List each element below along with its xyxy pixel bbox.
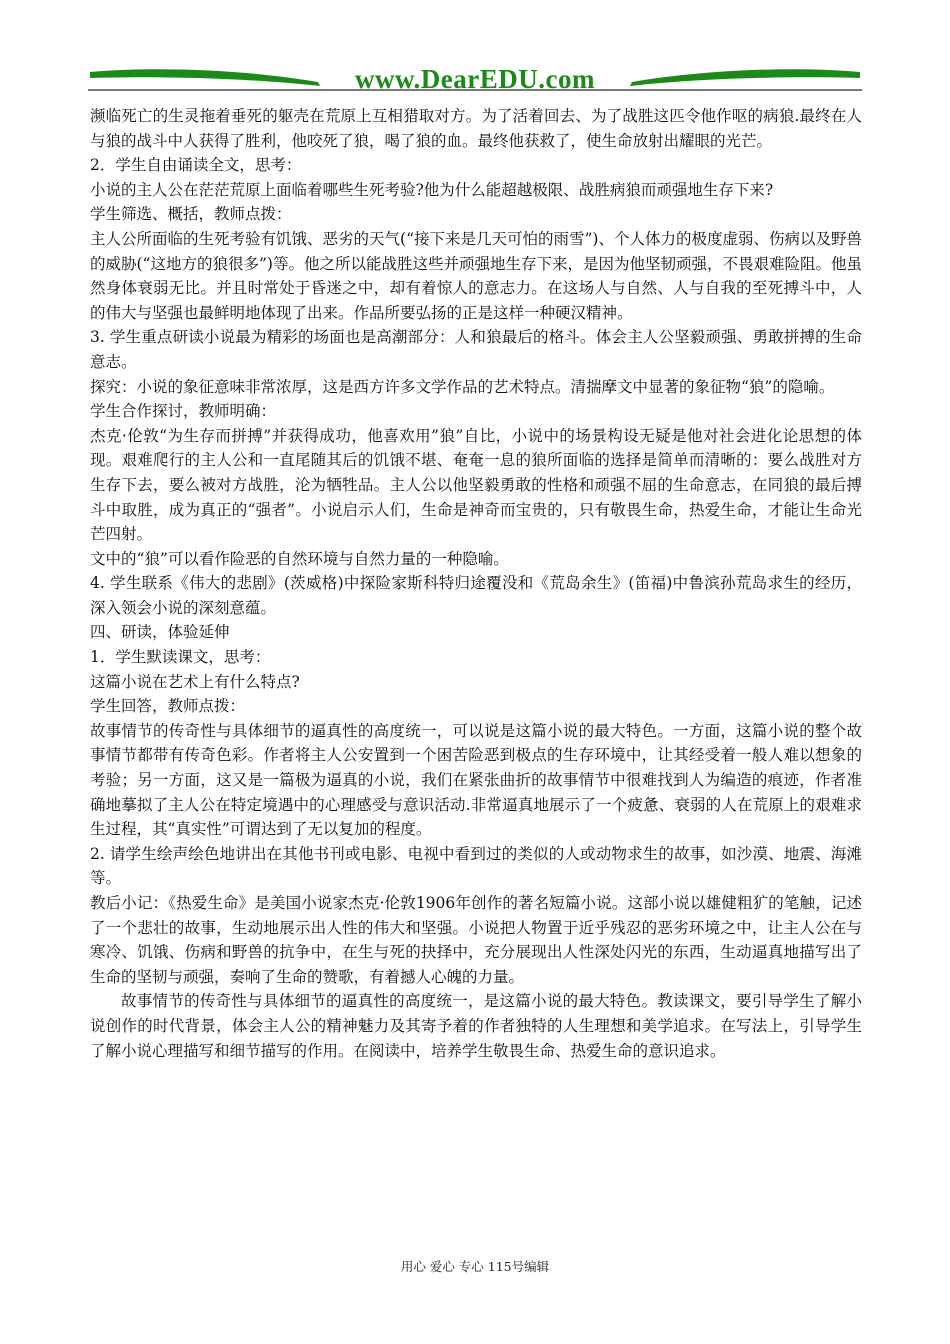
page-header: [88, 58, 862, 98]
paragraph: 这篇小说在艺术上有什么特点?: [90, 672, 300, 691]
paragraph: 3. 学生重点研读小说最为精彩的场面也是高潮部分：人和狼最后的格斗。体会主人公坚毅顽强、勇敢拼搏的生命意志。: [90, 328, 862, 371]
paragraph: 学生筛选、概括，教师点拨：: [90, 205, 292, 224]
paragraph: 杰克·伦敦“为生存而拼搏”并获得成功，他喜欢用”狼”自比，小说中的场景构设无疑是他对社会进化论思想的体现。艰难爬行的主人公和一直尾随其后的饥饿不堪、奄奄一息的狼所面临的选择是简单而清晰的：要么战胜对方生存下去，要么被对方战胜，沦为牺牲品。主人公以他坚毅勇敢的性格和顽强不屈的生命意志，在同狼的最后搏斗中取胜，成为真正的“强者”。小说启示人们，生命是神奇而宝贵的，只有敬畏生命，热爱生命，才能让生命光芒四射。: [90, 426, 862, 544]
paragraph: 学生回答，教师点拨：: [90, 697, 246, 716]
paragraph: 濒临死亡的生灵拖着垂死的躯壳在荒原上互相猎取对方。为了活着回去、为了战胜这匹令他作呕的病狼.最终在人与狼的战斗中人获得了胜利，他咬死了狼，喝了狼的血。最终他获救了，使生命放射出耀眼的光芒。: [90, 107, 862, 150]
site-logo: www.DearEDU.com: [355, 64, 595, 94]
paragraph: 2. 请学生绘声绘色地讲出在其他书刊或电影、电视中看到过的类似的人或动物求生的故事，如沙漠、地震、海滩等。: [90, 844, 862, 888]
paragraph: 小说的主人公在茫茫荒原上面临着哪些生死考验?他为什么能超越极限、战胜病狼而顽强地生存下来?: [90, 180, 774, 199]
paragraph: 2．学生自由诵读全文，思考：: [90, 156, 302, 175]
document-body: [90, 104, 862, 1063]
section-heading: 四、研读，体验延伸: [90, 623, 230, 642]
paragraph: 故事情节的传奇性与具体细节的逼真性的高度统一，可以说是这篇小说的最大特色。一方面，这篇小说的整个故事情节都带有传奇色彩。作者将主人公安置到一个困苦险恶到极点的生存环境中，让其经受着一般人难以想象的考验；另一方面，这又是一篇极为逼真的小说，我们在紧张曲折的故事情节中很难找到人为编造的痕迹，作者准确地摹拟了主人公在特定境遇中的心理感受与意识活动.非常逼真地展示了一个疲惫、衰弱的人在荒原上的艰难求生过程，其“真实性”可谓达到了无以复加的程度。: [90, 721, 862, 839]
page-footer: 用心 爱心 专心 115号编辑: [400, 1259, 550, 1274]
paragraph: 文中的“狼”可以看作险恶的自然环境与自然力量的一种隐喻。: [90, 549, 509, 568]
paragraph: 主人公所面临的生死考验有饥饿、恶劣的天气(“接下来是几天可怕的雨雪”)、个人体力的极度虚弱、伤病以及野兽的威胁(“这地方的狼很多”)等。他之所以能战胜这些并顽强地生存下来，是因为他坚韧顽强，不畏艰难险阻。他虽然身体衰弱无比。并且时常处于昏迷之中，却有着惊人的意志力。在这场人与自然、人与自我的至死搏斗中，人的伟大与坚强也最鲜明地体现了出来。作品所要弘扬的正是这样一种硬汉精神。: [90, 229, 862, 322]
paragraph: 探究：小说的象征意味非常浓厚，这是西方许多文学作品的艺术特点。清揣摩文中显著的象征物“狼”的隐喻。: [90, 377, 835, 396]
paragraph: 1．学生默读课文，思考：: [90, 648, 271, 667]
paragraph: 学生合作探讨，教师明确：: [90, 402, 277, 421]
paragraph: 故事情节的传奇性与具体细节的逼真性的高度统一，是这篇小说的最大特色。教读课文，要引导学生了解小说创作的时代背景，体会主人公的精神魅力及其寄予着的作者独特的人生理想和美学追求。在写法上，引导学生了解小说心理描写和细节描写的作用。在阅读中，培养学生敬畏生命、热爱生命的意识追求。: [90, 992, 862, 1060]
paragraph: 教后小记：《热爱生命》是美国小说家杰克·伦敦1906年创作的著名短篇小说。这部小说以雄健粗犷的笔触，记述了一个悲壮的故事，生动地展示出人性的伟大和坚强。小说把人物置于近乎残忍的恶劣环境之中，让主人公在与寒冷、饥饿、伤病和野兽的抗争中，在生与死的抉择中，充分展现出人性深处闪光的东西，生动逼真地描写出了生命的坚韧与顽强，奏响了生命的赞歌，有着撼人心魄的力量。: [90, 894, 862, 986]
paragraph: 4. 学生联系《伟大的悲剧》(茨威格)中探险家斯科特归途覆没和《荒岛余生》(笛福)中鲁滨孙荒岛求生的经历，深入领会小说的深刻意蕴。: [90, 574, 862, 617]
